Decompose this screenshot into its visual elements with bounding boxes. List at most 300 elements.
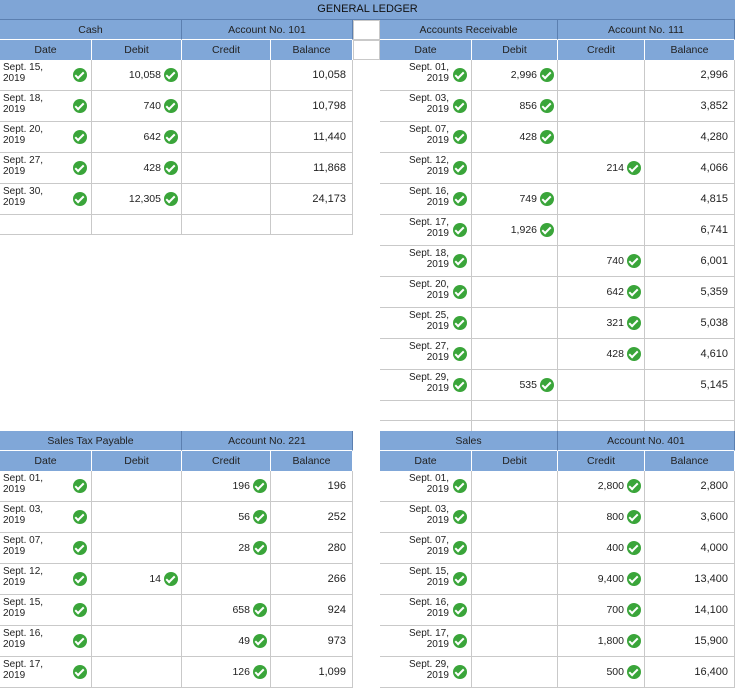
debit-cell[interactable] — [472, 215, 558, 245]
column-header-balance: Balance — [645, 40, 735, 60]
credit-cell[interactable] — [182, 595, 271, 625]
empty-cell[interactable] — [645, 401, 735, 420]
ledger-row — [0, 626, 353, 657]
date-month-day: Sept. 07, — [408, 535, 449, 546]
debit-cell[interactable] — [472, 533, 558, 563]
credit-cell[interactable] — [558, 564, 645, 594]
debit-cell[interactable] — [92, 91, 182, 121]
date-year: 2019 — [426, 352, 449, 363]
ledger-row — [380, 246, 735, 277]
column-header-debit: Debit — [472, 40, 558, 60]
debit-cell[interactable] — [92, 533, 182, 563]
date-year: 2019 — [426, 546, 449, 557]
check-circle-icon — [453, 347, 467, 361]
credit-cell[interactable] — [558, 502, 645, 532]
debit-cell[interactable] — [472, 246, 558, 276]
empty-cell[interactable] — [380, 401, 472, 420]
balance-cell: 3,600 — [645, 502, 735, 532]
credit-cell[interactable] — [182, 626, 271, 656]
check-circle-icon — [627, 510, 641, 524]
date-cell[interactable] — [380, 339, 472, 369]
credit-value: 658 — [232, 604, 250, 616]
balance-cell: 2,800 — [645, 471, 735, 501]
date-cell[interactable] — [0, 564, 92, 594]
date-month-day: Sept. 01, — [408, 62, 449, 73]
check-circle-icon — [164, 161, 178, 175]
date-month-day: Sept. 29, — [408, 372, 449, 383]
date-cell[interactable] — [380, 122, 472, 152]
balance-cell: 5,359 — [645, 277, 735, 307]
debit-cell[interactable] — [472, 626, 558, 656]
credit-value: 428 — [606, 348, 624, 360]
credit-cell[interactable] — [558, 657, 645, 687]
debit-value: 12,305 — [128, 193, 161, 205]
date-year: 2019 — [426, 639, 449, 650]
date-month-day: Sept. 20, — [3, 124, 44, 135]
date-year: 2019 — [3, 670, 26, 681]
date-cell[interactable] — [380, 471, 472, 501]
debit-value: 10,058 — [128, 69, 161, 81]
date-month-day: Sept. 18, — [3, 93, 44, 104]
check-circle-icon — [164, 99, 178, 113]
column-header-date: Date — [380, 40, 472, 60]
check-circle-icon — [73, 68, 87, 82]
check-circle-icon — [453, 603, 467, 617]
account-name: Accounts Receivable — [380, 20, 558, 40]
balance-cell: 5,038 — [645, 308, 735, 338]
ledger-row — [380, 564, 735, 595]
empty-row — [380, 401, 735, 421]
account-header — [0, 431, 353, 451]
check-circle-icon — [73, 510, 87, 524]
credit-cell[interactable] — [558, 370, 645, 400]
empty-row — [0, 215, 353, 235]
ledger-row — [380, 91, 735, 122]
date-cell[interactable] — [380, 60, 472, 90]
check-circle-icon — [73, 479, 87, 493]
check-circle-icon — [253, 510, 267, 524]
empty-cell[interactable] — [182, 215, 271, 234]
credit-value: 1,800 — [597, 635, 624, 647]
balance-cell: 4,815 — [645, 184, 735, 214]
credit-value: 49 — [238, 635, 250, 647]
date-cell[interactable] — [380, 215, 472, 245]
credit-cell[interactable] — [558, 626, 645, 656]
credit-value: 642 — [606, 286, 624, 298]
debit-cell[interactable] — [92, 564, 182, 594]
credit-value: 28 — [238, 542, 250, 554]
date-year: 2019 — [3, 73, 26, 84]
check-circle-icon — [73, 130, 87, 144]
ledger-row — [0, 595, 353, 626]
column-header-debit: Debit — [92, 451, 182, 471]
column-headers — [0, 40, 353, 60]
date-cell[interactable] — [0, 60, 92, 90]
credit-cell[interactable] — [558, 277, 645, 307]
check-circle-icon — [540, 68, 554, 82]
ledger-row — [380, 153, 735, 184]
credit-cell[interactable] — [558, 246, 645, 276]
date-month-day: Sept. 30, — [3, 186, 44, 197]
date-year: 2019 — [426, 228, 449, 239]
debit-cell[interactable] — [472, 60, 558, 90]
debit-cell[interactable] — [472, 370, 558, 400]
balance-cell: 973 — [271, 626, 353, 656]
credit-cell[interactable] — [182, 60, 271, 90]
date-cell[interactable] — [0, 91, 92, 121]
credit-value: 400 — [606, 542, 624, 554]
credit-value: 196 — [232, 480, 250, 492]
check-circle-icon — [627, 634, 641, 648]
date-year: 2019 — [426, 197, 449, 208]
column-headers — [380, 40, 735, 60]
check-circle-icon — [253, 603, 267, 617]
date-cell[interactable] — [380, 626, 472, 656]
date-month-day: Sept. 15, — [3, 597, 44, 608]
check-circle-icon — [73, 572, 87, 586]
credit-cell[interactable] — [558, 60, 645, 90]
check-circle-icon — [453, 510, 467, 524]
date-month-day: Sept. 01, — [408, 473, 449, 484]
date-month-day: Sept. 12, — [408, 155, 449, 166]
date-year: 2019 — [426, 484, 449, 495]
sales-account-panel — [380, 431, 735, 688]
column-header-balance: Balance — [271, 40, 353, 60]
date-cell[interactable] — [0, 184, 92, 214]
check-circle-icon — [73, 665, 87, 679]
column-header-credit: Credit — [182, 40, 271, 60]
date-year: 2019 — [426, 321, 449, 332]
ledger-row — [380, 533, 735, 564]
credit-cell[interactable] — [558, 308, 645, 338]
check-circle-icon — [453, 192, 467, 206]
column-header-credit: Credit — [182, 451, 271, 471]
check-circle-icon — [453, 378, 467, 392]
debit-cell[interactable] — [472, 339, 558, 369]
credit-cell[interactable] — [182, 564, 271, 594]
date-month-day: Sept. 07, — [408, 124, 449, 135]
check-circle-icon — [453, 161, 467, 175]
check-circle-icon — [253, 541, 267, 555]
date-year: 2019 — [426, 383, 449, 394]
date-month-day: Sept. 16, — [408, 186, 449, 197]
date-year: 2019 — [3, 104, 26, 115]
date-year: 2019 — [426, 135, 449, 146]
credit-value: 2,800 — [597, 480, 624, 492]
credit-cell[interactable] — [558, 122, 645, 152]
date-month-day: Sept. 25, — [408, 310, 449, 321]
check-circle-icon — [453, 479, 467, 493]
column-header-date: Date — [0, 451, 92, 471]
ledger-row — [380, 502, 735, 533]
ledger-row — [0, 471, 353, 502]
check-circle-icon — [627, 254, 641, 268]
balance-cell: 6,741 — [645, 215, 735, 245]
credit-value: 500 — [606, 666, 624, 678]
check-circle-icon — [453, 254, 467, 268]
debit-value: 2,996 — [510, 69, 537, 81]
debit-value: 535 — [519, 379, 537, 391]
check-circle-icon — [253, 634, 267, 648]
check-circle-icon — [253, 479, 267, 493]
debit-cell[interactable] — [472, 564, 558, 594]
empty-cell[interactable] — [558, 401, 645, 420]
debit-cell[interactable] — [92, 595, 182, 625]
column-headers — [0, 451, 353, 471]
ledger-row — [380, 339, 735, 370]
debit-value: 740 — [143, 100, 161, 112]
ledger-row — [0, 60, 353, 91]
credit-cell[interactable] — [182, 657, 271, 687]
column-headers — [380, 451, 735, 471]
credit-value: 214 — [606, 162, 624, 174]
balance-cell: 196 — [271, 471, 353, 501]
column-header-debit: Debit — [92, 40, 182, 60]
date-year: 2019 — [3, 197, 26, 208]
date-cell[interactable] — [380, 184, 472, 214]
accounts-receivable-panel — [380, 20, 735, 441]
debit-cell[interactable] — [472, 657, 558, 687]
credit-value: 700 — [606, 604, 624, 616]
ledger-row — [380, 215, 735, 246]
balance-cell: 6,001 — [645, 246, 735, 276]
column-header-balance: Balance — [645, 451, 735, 471]
date-cell[interactable] — [380, 308, 472, 338]
credit-cell[interactable] — [558, 339, 645, 369]
column-header-date: Date — [380, 451, 472, 471]
balance-cell: 4,000 — [645, 533, 735, 563]
debit-cell[interactable] — [472, 308, 558, 338]
empty-cell[interactable] — [271, 215, 353, 234]
check-circle-icon — [540, 130, 554, 144]
check-circle-icon — [627, 161, 641, 175]
debit-value: 428 — [143, 162, 161, 174]
column-header-debit: Debit — [472, 451, 558, 471]
check-circle-icon — [453, 665, 467, 679]
ledger-row — [380, 657, 735, 688]
date-month-day: Sept. 17, — [3, 659, 44, 670]
check-circle-icon — [540, 378, 554, 392]
check-circle-icon — [164, 192, 178, 206]
empty-cell[interactable] — [472, 401, 558, 420]
date-cell[interactable] — [380, 246, 472, 276]
check-circle-icon — [453, 99, 467, 113]
balance-cell: 2,996 — [645, 60, 735, 90]
debit-cell[interactable] — [92, 657, 182, 687]
date-cell[interactable] — [380, 277, 472, 307]
ledger-row — [380, 122, 735, 153]
check-circle-icon — [453, 541, 467, 555]
credit-cell[interactable] — [558, 215, 645, 245]
date-month-day: Sept. 15, — [3, 62, 44, 73]
check-circle-icon — [73, 541, 87, 555]
sales-tax-payable-panel — [0, 431, 353, 688]
balance-cell: 16,400 — [645, 657, 735, 687]
credit-value: 800 — [606, 511, 624, 523]
date-year: 2019 — [3, 484, 26, 495]
check-circle-icon — [627, 479, 641, 493]
balance-cell: 10,798 — [271, 91, 353, 121]
date-cell[interactable] — [0, 153, 92, 183]
credit-cell[interactable] — [182, 184, 271, 214]
date-year: 2019 — [426, 670, 449, 681]
date-month-day: Sept. 17, — [408, 217, 449, 228]
ledger-row — [0, 502, 353, 533]
date-cell[interactable] — [0, 502, 92, 532]
date-cell[interactable] — [0, 122, 92, 152]
check-circle-icon — [253, 665, 267, 679]
balance-cell: 11,440 — [271, 122, 353, 152]
credit-value: 740 — [606, 255, 624, 267]
debit-cell[interactable] — [472, 91, 558, 121]
balance-cell: 1,099 — [271, 657, 353, 687]
date-month-day: Sept. 27, — [408, 341, 449, 352]
balance-cell: 266 — [271, 564, 353, 594]
date-month-day: Sept. 16, — [3, 628, 44, 639]
date-year: 2019 — [426, 259, 449, 270]
date-cell[interactable] — [380, 370, 472, 400]
empty-cell[interactable] — [0, 215, 92, 234]
date-cell[interactable] — [0, 471, 92, 501]
credit-cell[interactable] — [182, 502, 271, 532]
credit-cell[interactable] — [558, 471, 645, 501]
date-month-day: Sept. 29, — [408, 659, 449, 670]
check-circle-icon — [453, 316, 467, 330]
account-header — [380, 431, 735, 451]
debit-cell[interactable] — [472, 277, 558, 307]
date-year: 2019 — [426, 73, 449, 84]
date-cell[interactable] — [0, 657, 92, 687]
ledger-row — [380, 308, 735, 339]
credit-cell[interactable] — [182, 91, 271, 121]
debit-cell[interactable] — [472, 153, 558, 183]
debit-cell[interactable] — [472, 122, 558, 152]
check-circle-icon — [73, 192, 87, 206]
date-month-day: Sept. 18, — [408, 248, 449, 259]
ledger-row — [0, 91, 353, 122]
ledger-row — [0, 533, 353, 564]
date-year: 2019 — [3, 135, 26, 146]
date-cell[interactable] — [380, 564, 472, 594]
debit-cell[interactable] — [92, 502, 182, 532]
ledger-row — [0, 122, 353, 153]
balance-cell: 4,610 — [645, 339, 735, 369]
account-header — [0, 20, 353, 40]
spacer-column — [353, 20, 380, 60]
ledger-row — [0, 564, 353, 595]
empty-cell[interactable] — [92, 215, 182, 234]
debit-cell[interactable] — [92, 60, 182, 90]
date-month-day: Sept. 03, — [3, 504, 44, 515]
debit-cell[interactable] — [92, 153, 182, 183]
credit-cell[interactable] — [182, 122, 271, 152]
date-month-day: Sept. 17, — [408, 628, 449, 639]
debit-cell[interactable] — [92, 122, 182, 152]
check-circle-icon — [73, 99, 87, 113]
debit-cell[interactable] — [92, 626, 182, 656]
cash-account-panel — [0, 20, 353, 235]
credit-cell[interactable] — [182, 533, 271, 563]
check-circle-icon — [453, 285, 467, 299]
credit-cell[interactable] — [558, 533, 645, 563]
date-year: 2019 — [3, 639, 26, 650]
check-circle-icon — [627, 603, 641, 617]
ledger-row — [0, 184, 353, 215]
date-month-day: Sept. 01, — [3, 473, 44, 484]
ledger-title: GENERAL LEDGER — [0, 0, 735, 20]
column-header-credit: Credit — [558, 40, 645, 60]
debit-cell[interactable] — [472, 471, 558, 501]
account-number: Account No. 101 — [182, 20, 353, 40]
debit-value: 428 — [519, 131, 537, 143]
date-cell[interactable] — [380, 502, 472, 532]
credit-value: 9,400 — [597, 573, 624, 585]
balance-cell: 11,868 — [271, 153, 353, 183]
check-circle-icon — [540, 192, 554, 206]
debit-value: 1,926 — [510, 224, 537, 236]
check-circle-icon — [627, 572, 641, 586]
credit-cell[interactable] — [558, 153, 645, 183]
debit-cell[interactable] — [472, 502, 558, 532]
date-year: 2019 — [3, 608, 26, 619]
ledger-row — [0, 657, 353, 688]
date-month-day: Sept. 20, — [408, 279, 449, 290]
credit-cell[interactable] — [182, 153, 271, 183]
date-cell[interactable] — [380, 91, 472, 121]
date-year: 2019 — [426, 290, 449, 301]
date-cell[interactable] — [380, 595, 472, 625]
check-circle-icon — [164, 572, 178, 586]
debit-value: 642 — [143, 131, 161, 143]
ledger-row — [380, 471, 735, 502]
credit-cell[interactable] — [558, 91, 645, 121]
balance-cell: 4,066 — [645, 153, 735, 183]
debit-cell[interactable] — [472, 595, 558, 625]
date-year: 2019 — [426, 166, 449, 177]
credit-cell[interactable] — [182, 471, 271, 501]
date-cell[interactable] — [0, 595, 92, 625]
account-name: Sales Tax Payable — [0, 431, 182, 451]
debit-cell[interactable] — [472, 184, 558, 214]
credit-cell[interactable] — [558, 184, 645, 214]
date-cell[interactable] — [380, 153, 472, 183]
date-month-day: Sept. 16, — [408, 597, 449, 608]
date-cell[interactable] — [380, 533, 472, 563]
check-circle-icon — [540, 99, 554, 113]
date-cell[interactable] — [380, 657, 472, 687]
debit-cell[interactable] — [92, 471, 182, 501]
date-year: 2019 — [426, 515, 449, 526]
balance-cell: 13,400 — [645, 564, 735, 594]
credit-cell[interactable] — [558, 595, 645, 625]
balance-cell: 14,100 — [645, 595, 735, 625]
date-month-day: Sept. 03, — [408, 504, 449, 515]
ledger-row — [380, 626, 735, 657]
check-circle-icon — [627, 665, 641, 679]
date-year: 2019 — [3, 577, 26, 588]
check-circle-icon — [453, 130, 467, 144]
balance-cell: 4,280 — [645, 122, 735, 152]
check-circle-icon — [164, 68, 178, 82]
balance-cell: 280 — [271, 533, 353, 563]
date-cell[interactable] — [0, 533, 92, 563]
date-year: 2019 — [3, 166, 26, 177]
balance-cell: 10,058 — [271, 60, 353, 90]
debit-cell[interactable] — [92, 184, 182, 214]
date-year: 2019 — [426, 104, 449, 115]
check-circle-icon — [540, 223, 554, 237]
date-cell[interactable] — [0, 626, 92, 656]
